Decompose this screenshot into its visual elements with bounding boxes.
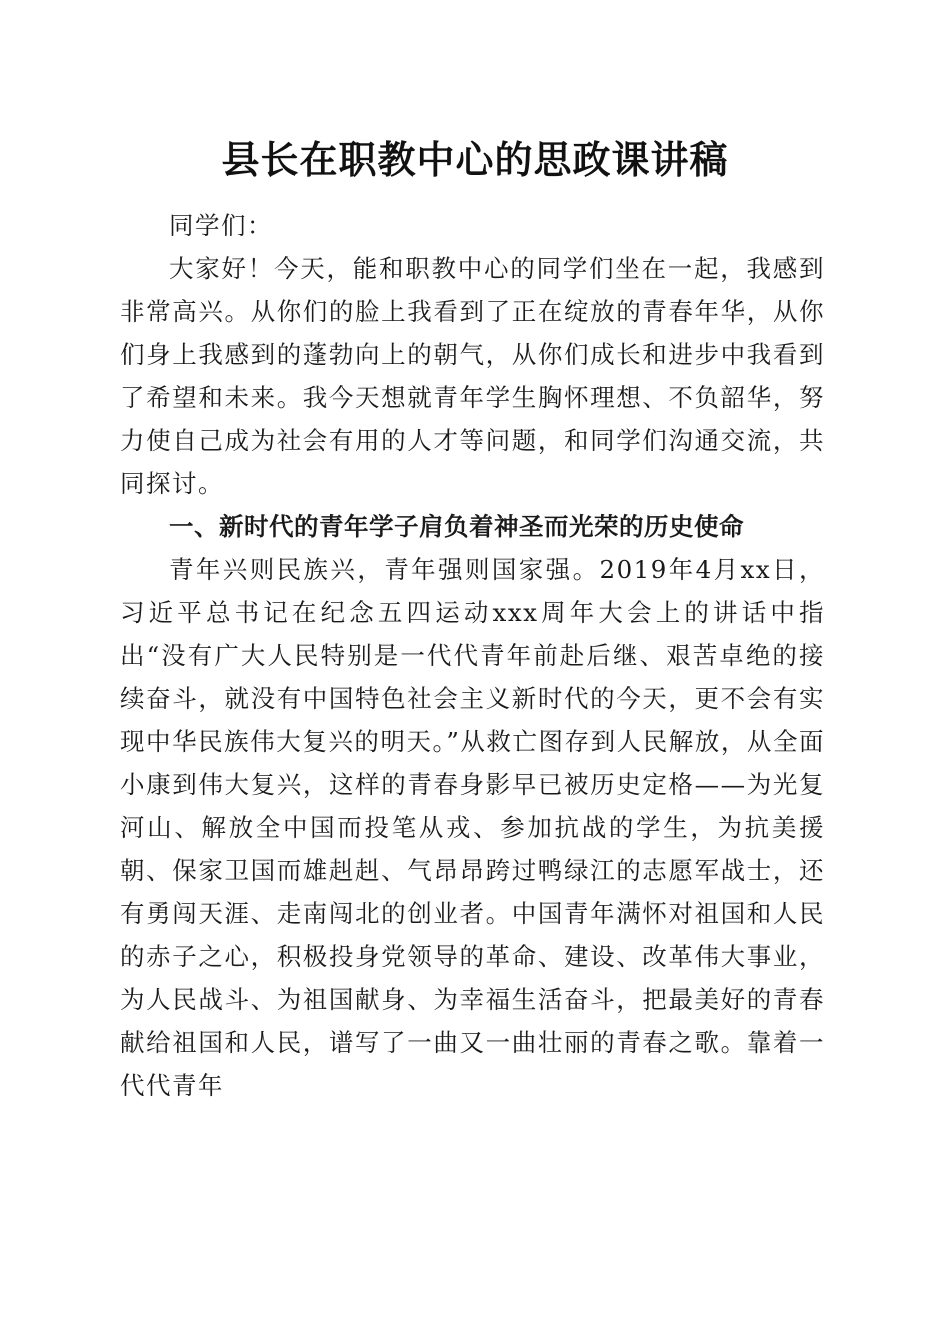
salutation: 同学们： (169, 211, 273, 240)
paragraph-opening: 大家好！今天，能和职教中心的同学们坐在一起，我感到非常高兴。从你们的脸上我看到了正在绽放的青春年华，从你们身上我感到的蓬勃向上的朝气，从你们成长和进步中我看到了希望和未来。我今天想就青年学生胸怀理想、不负韶华，努力使自己成为社会有用的人才等问题，和同学们沟通交流，共同探讨。 (120, 254, 825, 498)
section-heading-1: 一、新时代的青年学子肩负着神圣而光荣的历史使命 (169, 512, 744, 541)
document-title: 县长在职教中心的思政课讲稿 (221, 137, 729, 182)
paragraph-section-1: 青年兴则民族兴，青年强则国家强。2019年4月xx日，习近平总书记在纪念五四运动xxx周年大会上的讲话中指出“没有广大人民特别是一代代青年前赴后继、艰苦卓绝的接续奋斗，就没有中国特色社会主义新时代的今天，更不会有实现中华民族伟大复兴的明天。”从救亡图存到人民解放，从全面小康到伟大复兴，这样的青春身影早已被历史定格——为光复河山、解放全中国而投笔从戎、参加抗战的学生，为抗美援朝、保家卫国而雄赳赳、气昂昂跨过鸭绿江的志愿军战士，还有勇闯天涯、走南闯北的创业者。中国青年满怀对祖国和人民的赤子之心，积极投身党领导的革命、建设、改革伟大事业，为人民战斗、为祖国献身、为幸福生活奋斗，把最美好的青春献给祖国和人民，谱写了一曲又一曲壮丽的青春之歌。靠着一代代青年 (120, 555, 825, 1100)
document-body (120, 204, 825, 1107)
